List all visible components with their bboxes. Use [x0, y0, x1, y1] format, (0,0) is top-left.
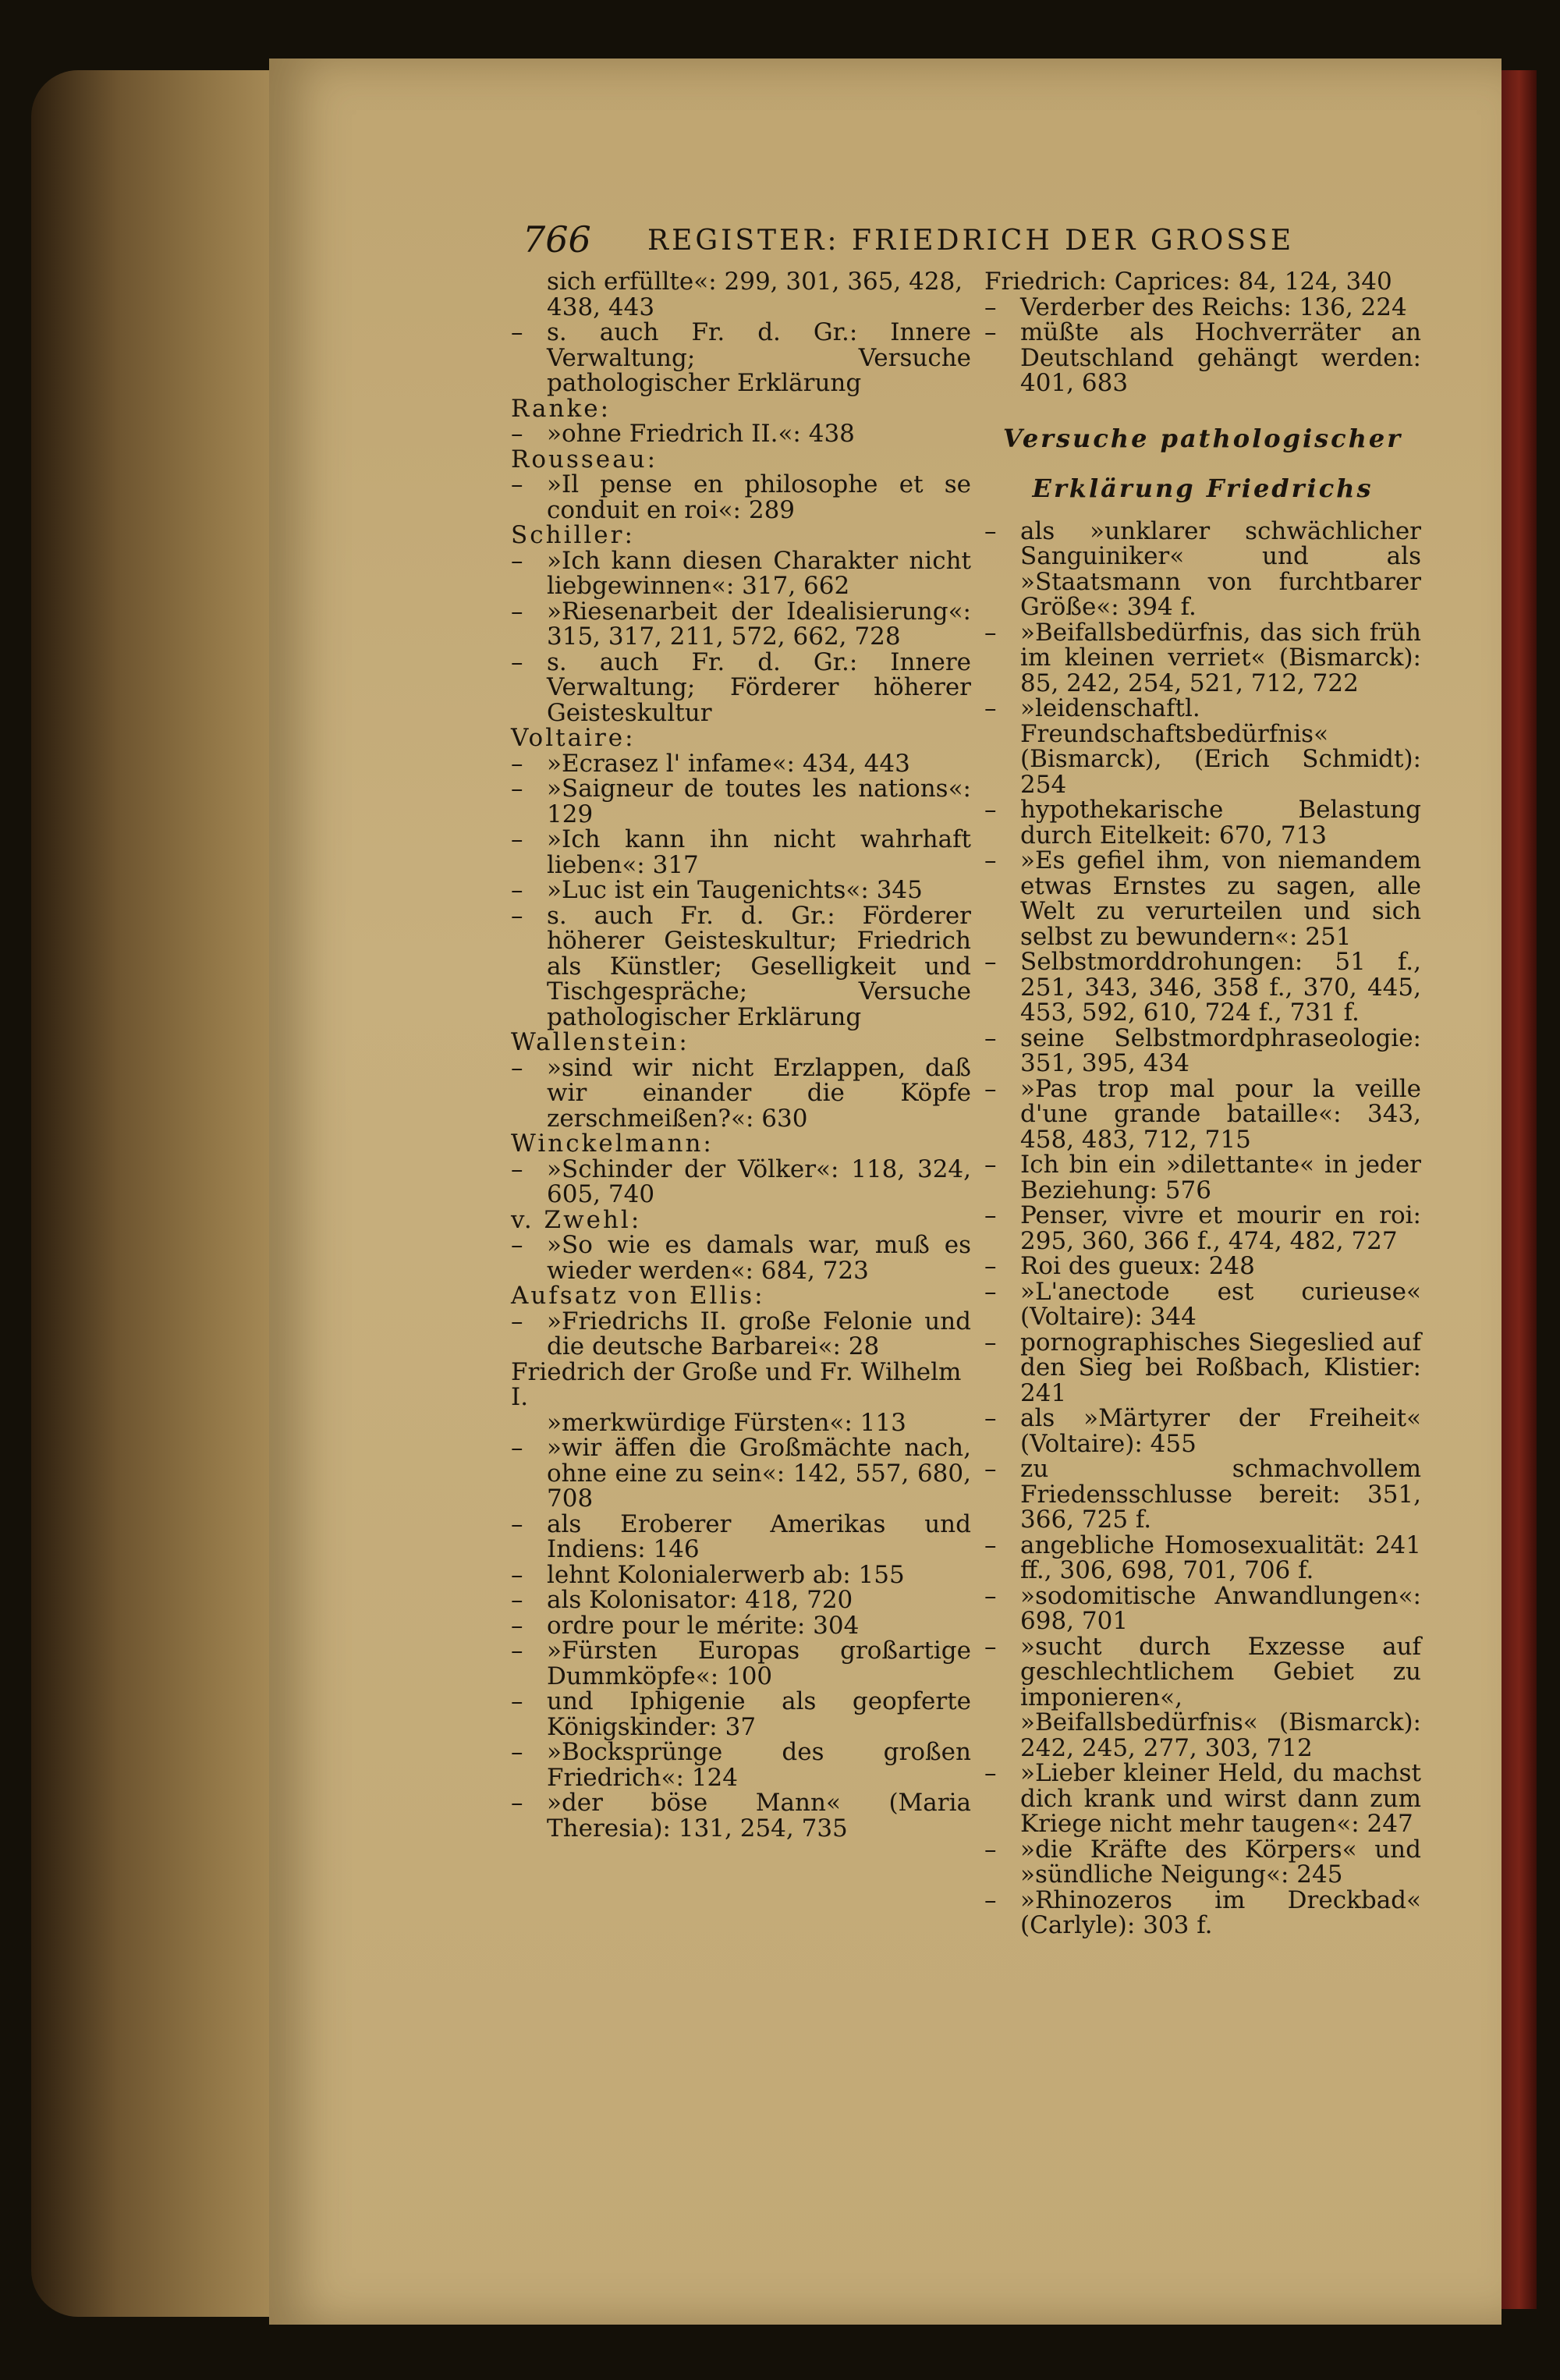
- index-entry: [984, 320, 1421, 396]
- entry-dash: –: [511, 1509, 523, 1538]
- running-title: REGISTER: FRIEDRICH DER GROSSE: [647, 225, 1295, 257]
- index-entry: [511, 827, 971, 878]
- index-entry-continuation: sich erfüllte«: 299, 301, 365, 428, 438, 443: [547, 268, 963, 321]
- index-entry-text: als »Märtyrer der Freiheit« (Voltaire): 455: [1020, 1404, 1421, 1458]
- index-entry: [511, 1055, 971, 1132]
- entry-dash: –: [984, 796, 997, 824]
- index-entry-text: hypothekarische Belastung durch Eitelkeit: 670, 713: [1020, 796, 1421, 849]
- entry-dash: –: [984, 1835, 997, 1864]
- index-heading: Wallenstein:: [511, 1028, 690, 1056]
- page-number: 766: [523, 218, 591, 261]
- index-entry: [984, 1885, 1421, 1939]
- entry-dash: –: [984, 948, 997, 976]
- index-entry-text: »ohne Friedrich II.«: 438: [547, 420, 855, 448]
- entry-dash: –: [511, 1687, 523, 1715]
- index-entry-text: und Iphigenie als geopferte Königskinder: 37: [547, 1687, 971, 1741]
- index-entry-text: »Friedrichs II. große Felonie und die deutsche Barbarei«: 28: [547, 1307, 971, 1360]
- entry-dash: –: [511, 1231, 523, 1259]
- entry-dash: –: [511, 1637, 523, 1665]
- entry-dash: –: [984, 1455, 997, 1483]
- index-entry: [511, 1613, 971, 1639]
- index-heading: v. Zwehl:: [511, 1205, 642, 1234]
- index-entry: [511, 751, 971, 777]
- index-entry: [511, 647, 971, 727]
- index-entry: [984, 295, 1421, 321]
- index-heading: Ranke:: [511, 394, 612, 423]
- entry-dash: –: [984, 1074, 997, 1103]
- index-entry-text: Ich bin ein »dilettante« in jeder Beziehung: 576: [1020, 1151, 1421, 1204]
- entry-dash: –: [511, 1738, 523, 1766]
- index-entry: [984, 1203, 1421, 1254]
- index-entry: [984, 848, 1421, 949]
- index-entry-text: s. auch Fr. d. Gr.: Innere Verwaltung; Förderer höherer Geisteskultur: [547, 647, 971, 727]
- entry-dash: –: [511, 749, 523, 778]
- index-entry: [511, 903, 971, 1030]
- index-entry: [511, 1309, 971, 1360]
- entry-dash: –: [984, 293, 997, 321]
- index-entry: [511, 1689, 971, 1740]
- index-entry-text: »Il pense en philosophe et se conduit en roi«: 289: [547, 470, 971, 524]
- entry-dash: –: [984, 1201, 997, 1229]
- index-entry: [511, 1157, 971, 1208]
- entry-dash: –: [984, 1581, 997, 1610]
- entry-dash: –: [511, 1434, 523, 1462]
- entry-dash: –: [511, 901, 523, 930]
- entry-dash: –: [984, 1404, 997, 1432]
- index-entry: [984, 1533, 1421, 1584]
- index-entry-text: Verderber des Reichs: 136, 224: [1020, 293, 1407, 321]
- index-column-right: [984, 269, 1421, 1938]
- index-heading: Voltaire:: [511, 724, 636, 752]
- entry-dash: –: [984, 318, 997, 346]
- entry-dash: –: [511, 825, 523, 853]
- index-entry: [511, 1509, 971, 1563]
- index-entry: [511, 776, 971, 827]
- book-spine-edge: [31, 70, 281, 2317]
- index-entry-text: Roi des gueux: 248: [1020, 1252, 1255, 1280]
- index-entry: [984, 949, 1421, 1026]
- page-header: [523, 218, 1334, 261]
- index-entry: [511, 1587, 971, 1613]
- index-entry: [511, 1790, 971, 1841]
- entry-dash: –: [511, 318, 523, 346]
- index-entry-text: müßte als Hochverräter an Deutschland gehängt werden: 401, 683: [1020, 318, 1421, 397]
- entry-dash: –: [511, 1586, 523, 1614]
- index-entry: [984, 696, 1421, 797]
- index-entry: [984, 1837, 1421, 1888]
- entry-dash: –: [984, 1759, 997, 1787]
- index-entry-text: »Fürsten Europas großartige Dummköpfe«: 100: [547, 1637, 971, 1690]
- index-entry: [984, 1456, 1421, 1533]
- index-entry-continuation: »merkwürdige Fürsten«: 113: [547, 1408, 906, 1437]
- index-entry-text: seine Selbstmordphraseologie: 351, 395, 434: [1020, 1023, 1421, 1077]
- index-entry: [984, 1330, 1421, 1406]
- index-entry-text: »Ich kann ihn nicht wahrhaft lieben«: 317: [547, 825, 971, 879]
- index-entry: [984, 1254, 1421, 1279]
- index-entry-text: »Luc ist ein Taugenichts«: 345: [547, 876, 923, 904]
- index-entry-text: ordre pour le mérite: 304: [547, 1611, 860, 1640]
- index-subject-line: Friedrich der Große und Fr. Wilhelm I.: [511, 1357, 962, 1411]
- index-entry-text: angebliche Homosexualität: 241 ff., 306, 698, 701, 706 f.: [1020, 1531, 1421, 1584]
- index-entry-text: »Es gefiel ihm, von niemandem etwas Ernstes zu sagen, alle Welt zu verurteilen und sich selbst zu bewundern«: 251: [1020, 846, 1421, 951]
- index-entry-text: Selbstmorddrohungen: 51 f., 251, 343, 346, 358 f., 370, 445, 453, 592, 610, 724 f., 731 f.: [1020, 948, 1421, 1027]
- index-entry-text: »sind wir nicht Erzlappen, daß wir einander die Köpfe zerschmeißen?«: 630: [547, 1053, 971, 1133]
- entry-dash: –: [511, 597, 523, 626]
- entry-dash: –: [511, 1560, 523, 1589]
- index-entry-text: lehnt Kolonialerwerb ab: 155: [547, 1560, 905, 1589]
- index-entry-text: s. auch Fr. d. Gr.: Innere Verwaltung; Versuche pathologischer Erklärung: [547, 318, 971, 397]
- index-heading: Rousseau:: [511, 445, 658, 474]
- index-entry: [984, 516, 1421, 621]
- entry-dash: –: [511, 775, 523, 803]
- entry-dash: –: [984, 1531, 997, 1559]
- index-entry: [511, 1435, 971, 1512]
- index-entry-text: »sucht durch Exzesse auf geschlechtlichem Gebiet zu imponieren«, »Beifallsbedürfnis« (Bismarck): 242, 245, 277, 303, 712: [1020, 1632, 1421, 1762]
- index-entry: [511, 548, 971, 599]
- index-entry: [984, 1076, 1421, 1153]
- index-entry-text: »die Kräfte des Körpers« und »sündliche Neigung«: 245: [1020, 1835, 1421, 1889]
- index-entry-text: »Pas trop mal pour la veille d'une grande bataille«: 343, 458, 483, 712, 715: [1020, 1074, 1421, 1154]
- index-entry-text: »Lieber kleiner Held, du machst dich krank und wirst dann zum Kriege nicht mehr taugen«: 247: [1020, 1759, 1421, 1838]
- index-heading: Winckelmann:: [511, 1130, 714, 1158]
- index-entry-text: »der böse Mann« (Maria Theresia): 131, 254, 735: [547, 1789, 971, 1843]
- index-entry-text: »Rhinozeros im Dreckbad« (Carlyle): 303 f.: [1020, 1885, 1421, 1939]
- index-entry-text: »sodomitische Anwandlungen«: 698, 701: [1020, 1581, 1421, 1635]
- index-entry-text: s. auch Fr. d. Gr.: Förderer höherer Geisteskultur; Friedrich als Künstler; Geselligkeit und Tischgespräche; Versuche pathologischer Erklärung: [547, 901, 971, 1031]
- entry-dash: –: [511, 1307, 523, 1335]
- index-entry: [511, 878, 971, 903]
- entry-dash: –: [511, 1053, 523, 1082]
- entry-dash: –: [984, 1151, 997, 1179]
- entry-dash: –: [984, 516, 997, 545]
- index-entry: [984, 1406, 1421, 1456]
- entry-dash: –: [511, 647, 523, 676]
- index-entry: [984, 1761, 1421, 1837]
- index-entry: [984, 797, 1421, 848]
- index-entry: [511, 320, 971, 396]
- entry-dash: –: [984, 694, 997, 722]
- index-entry-text: »So wie es damals war, muß es wieder werden«: 684, 723: [547, 1231, 971, 1285]
- index-heading: Aufsatz von Ellis:: [511, 1282, 765, 1310]
- entry-dash: –: [511, 1789, 523, 1817]
- index-entry-text: »Ich kann diesen Charakter nicht liebgewinnen«: 317, 662: [547, 546, 971, 600]
- index-entry: [511, 1562, 971, 1588]
- index-subject-line: Friedrich: Caprices: 84, 124, 340: [984, 268, 1392, 296]
- index-entry: [511, 421, 971, 447]
- index-entry-text: zu schmachvollem Friedensschlusse bereit: 351, 366, 725 f.: [1020, 1455, 1421, 1534]
- index-entry-text: »leidenschaftl. Freundschaftsbedürfnis« (Bismarck), (Erich Schmidt): 254: [1020, 694, 1421, 799]
- entry-dash: –: [511, 470, 523, 498]
- index-entry-text: »Saigneur de toutes les nations«: 129: [547, 775, 971, 828]
- entry-dash: –: [511, 1611, 523, 1640]
- index-entry-text: »Ecrasez l' infame«: 434, 443: [547, 749, 910, 778]
- entry-dash: –: [511, 546, 523, 575]
- index-entry: [511, 472, 971, 523]
- entry-dash: –: [511, 876, 523, 904]
- index-heading: Schiller:: [511, 521, 635, 549]
- entry-dash: –: [984, 1328, 997, 1357]
- entry-dash: –: [984, 1885, 997, 1914]
- entry-dash: –: [511, 420, 523, 448]
- index-entry-text: »Bocksprünge des großen Friedrich«: 124: [547, 1738, 971, 1792]
- section-heading: Erklärung Friedrichs: [1032, 474, 1374, 503]
- index-entry: [984, 1279, 1421, 1330]
- index-entry-text: als »unklarer schwächlicher Sanguiniker« und als »Staatsmann von furchtbarer Größe«: 394 f.: [1020, 516, 1421, 621]
- book-cover-edge: [1502, 70, 1537, 2309]
- index-entry: [511, 1233, 971, 1283]
- entry-dash: –: [984, 1632, 997, 1661]
- index-entry: [511, 1740, 971, 1790]
- entry-dash: –: [984, 1277, 997, 1306]
- index-entry-text: »Riesenarbeit der Idealisierung«: 315, 317, 211, 572, 662, 728: [547, 597, 971, 651]
- entry-dash: –: [984, 1023, 997, 1052]
- index-entry-text: »Schinder der Völker«: 118, 324, 605, 740: [547, 1155, 971, 1208]
- entry-dash: –: [984, 846, 997, 874]
- index-entry: [984, 1152, 1421, 1203]
- index-entry: [984, 1581, 1421, 1635]
- index-entry-text: »Beifallsbedürfnis, das sich früh im kleinen verriet« (Bismarck): 85, 242, 254, 521, 712, 722: [1020, 618, 1421, 697]
- index-entry: [984, 1023, 1421, 1077]
- index-entry-text: »L'anectode est curieuse« (Voltaire): 344: [1020, 1277, 1421, 1331]
- index-entry: [984, 620, 1421, 697]
- index-entry-text: als Eroberer Amerikas und Indiens: 146: [547, 1509, 971, 1563]
- index-entry-text: Penser, vivre et mourir en roi: 295, 360, 366 f., 474, 482, 727: [1020, 1201, 1421, 1255]
- index-entry: [511, 599, 971, 650]
- index-entry-text: pornographisches Siegeslied auf den Sieg bei Roßbach, Klistier: 241: [1020, 1328, 1421, 1407]
- index-entry-text: als Kolonisator: 418, 720: [547, 1586, 853, 1614]
- index-entry-text: »wir äffen die Großmächte nach, ohne eine zu sein«: 142, 557, 680, 708: [547, 1434, 971, 1513]
- index-entry: [511, 1638, 971, 1689]
- entry-dash: –: [984, 618, 997, 647]
- index-column-left: [511, 269, 971, 1841]
- entry-dash: –: [511, 1155, 523, 1183]
- index-entry: [984, 1634, 1421, 1761]
- entry-dash: –: [984, 1252, 997, 1280]
- section-heading: Versuche pathologischer: [1002, 423, 1403, 453]
